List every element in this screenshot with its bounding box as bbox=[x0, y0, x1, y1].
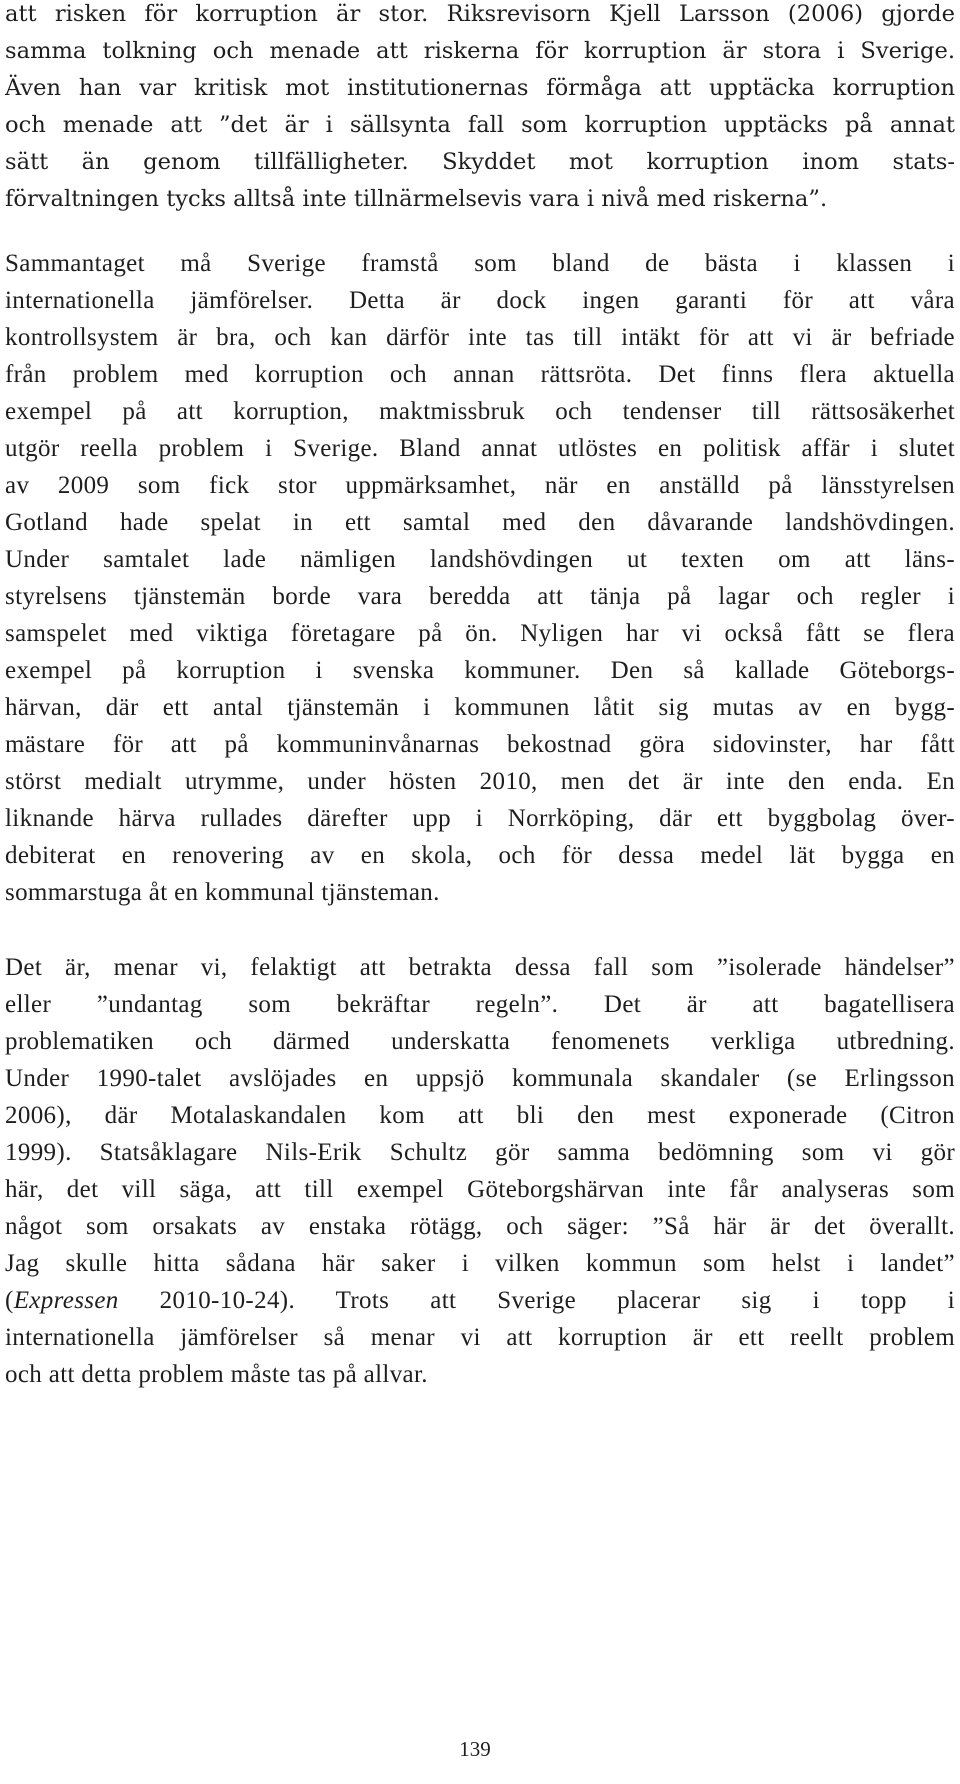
paragraph-3 bbox=[5, 949, 955, 1393]
text-line: Jag skulle hitta sådana här saker i vilken kommun som helst i landet” bbox=[5, 1250, 955, 1277]
text-line: Gotland hade spelat in ett samtal med den dåvarande landshövdingen. bbox=[5, 509, 955, 536]
text-line: eller ”undantag som bekräftar regeln”. Det är att bagatellisera bbox=[5, 991, 955, 1018]
text-line: här, det vill säga, att till exempel Göteborgshärvan inte får analyseras som bbox=[5, 1176, 955, 1203]
paragraph-1 bbox=[5, 0, 955, 218]
text-line: något som orsakats av enstaka rötägg, och säger: ”Så här är det överallt. bbox=[5, 1213, 955, 1240]
text-line: exempel på korruption i svenska kommuner. Den så kallade Göteborgs- bbox=[5, 657, 955, 684]
text-line: exempel på att korruption, maktmissbruk och tendenser till rättsosäkerhet bbox=[5, 398, 955, 425]
text-line: samspelet med viktiga företagare på ön. Nyligen har vi också fått se flera bbox=[5, 620, 955, 647]
paragraph-2 bbox=[5, 245, 955, 911]
text-line: och att detta problem måste tas på allvar. bbox=[5, 1361, 428, 1388]
text-line: debiterat en renovering av en skola, och för dessa medel lät bygga en bbox=[5, 842, 955, 869]
text-line: störst medialt utrymme, under hösten 2010, men det är inte den enda. En bbox=[5, 768, 955, 795]
page-number: 139 bbox=[459, 1737, 491, 1761]
text-line: styrelsens tjänstemän borde vara beredda att tänja på lagar och regler i bbox=[5, 583, 955, 610]
text-line: Även han var kritisk mot institutionernas förmåga att upptäcka korruption bbox=[5, 75, 955, 101]
text-line: Under samtalet lade nämligen landshövdingen ut texten om att läns- bbox=[5, 546, 955, 573]
text-line: Under 1990-talet avslöjades en uppsjö kommunala skandaler (se Erlingsson bbox=[5, 1065, 955, 1092]
text-line: och menade att ”det är i sällsynta fall som korruption upptäcks på annat bbox=[5, 112, 955, 138]
citation-source: Expressen bbox=[13, 1287, 119, 1314]
text-line: 2006), där Motalaskandalen kom att bli den mest exponerade (Citron bbox=[5, 1102, 955, 1129]
text-line: härvan, där ett antal tjänstemän i kommunen låtit sig mutas av en bygg- bbox=[5, 694, 955, 721]
text-line: sätt än genom tillfälligheter. Skyddet mot korruption inom stats- bbox=[5, 149, 955, 175]
text-line: Det är, menar vi, felaktigt att betrakta dessa fall som ”isolerade händelser” bbox=[5, 954, 955, 981]
text-line: samma tolkning och menade att riskerna för korruption är stora i Sverige. bbox=[5, 38, 955, 64]
text-line: av 2009 som fick stor uppmärksamhet, när en anställd på länsstyrelsen bbox=[5, 472, 955, 499]
text-line: problematiken och därmed underskatta fenomenets verkliga utbredning. bbox=[5, 1028, 955, 1055]
text-line: utgör reella problem i Sverige. Bland annat utlöstes en politisk affär i slutet bbox=[5, 435, 955, 462]
text-line: från problem med korruption och annan rättsröta. Det finns flera aktuella bbox=[5, 361, 955, 388]
text-line: 1999). Statsåklagare Nils-Erik Schultz gör samma bedömning som vi gör bbox=[5, 1139, 955, 1166]
text-line: internationella jämförelser. Detta är dock ingen garanti för att våra bbox=[5, 287, 955, 314]
text-line: liknande härva rullades därefter upp i Norrköping, där ett byggbolag över- bbox=[5, 805, 955, 832]
text-line: förvaltningen tycks alltså inte tillnärmelsevis vara i nivå med riskerna”. bbox=[5, 186, 828, 212]
text-line: kontrollsystem är bra, och kan därför inte tas till intäkt för att vi är befriade bbox=[5, 324, 955, 351]
text-line: Sammantaget må Sverige framstå som bland de bästa i klassen i bbox=[5, 250, 955, 277]
text-line: mästare för att på kommuninvånarnas bekostnad göra sidovinster, har fått bbox=[5, 731, 955, 758]
document-page bbox=[5, 0, 955, 1393]
citation-rest: 2010-10-24). Trots att Sverige placerar sig i topp i bbox=[118, 1287, 955, 1314]
text-line: sommarstuga åt en kommunal tjänsteman. bbox=[5, 879, 440, 906]
citation-open-paren: ( bbox=[5, 1287, 14, 1314]
text-line: att risken för korruption är stor. Riksrevisorn Kjell Larsson (2006) gjorde bbox=[5, 1, 955, 27]
citation-line bbox=[5, 1282, 955, 1319]
text-line: internationella jämförelser så menar vi att korruption är ett reellt problem bbox=[5, 1324, 955, 1351]
